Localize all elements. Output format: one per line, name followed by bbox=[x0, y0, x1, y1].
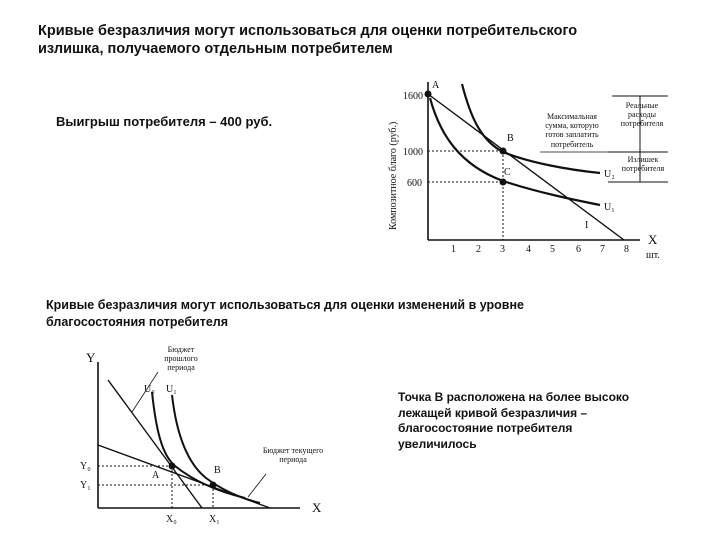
bottom-curve-u0 bbox=[152, 392, 245, 498]
top-x-axis-label: X bbox=[648, 232, 658, 247]
top-x-tick-1: 1 bbox=[451, 244, 456, 255]
top-y-axis-label: Композитное благо (руб.) bbox=[388, 121, 399, 230]
conclusion-text: Точка В расположена на более высоко лежащей кривой безразличия – благосостояние потребителя увеличилось bbox=[398, 390, 630, 451]
top-label-i: I bbox=[585, 220, 589, 231]
bottom-budget-past bbox=[108, 380, 202, 508]
top-x-tick-8: 8 bbox=[624, 244, 629, 255]
bottom-label-b: B bbox=[214, 465, 221, 476]
heading-bottom: Кривые безразличия могут использоваться для оценки изменений в уровне благосостояния потребителя bbox=[46, 298, 524, 329]
top-x-tick-5: 5 bbox=[550, 244, 555, 255]
top-x-tick-7: 7 bbox=[600, 244, 605, 255]
top-label-a: A bbox=[432, 80, 440, 91]
top-x-tick-4: 4 bbox=[526, 244, 531, 255]
bottom-x-tick-x0: X₀ bbox=[166, 514, 177, 525]
top-y-tick-600: 600 bbox=[407, 178, 422, 189]
bottom-label-u1: U₁ bbox=[166, 384, 177, 395]
top-label-c: C bbox=[504, 167, 511, 178]
heading-top: Кривые безразличия могут использоваться для оценки потребительского излишка, получаемого отдельным потребителем bbox=[38, 23, 578, 58]
top-x-tick-6: 6 bbox=[576, 244, 581, 255]
bottom-y-tick-y1: Y₁ bbox=[80, 480, 91, 491]
top-x-unit: шт. bbox=[646, 250, 660, 261]
bottom-y-tick-y0: Y₀ bbox=[80, 461, 91, 472]
bottom-x-axis-label: X bbox=[312, 500, 322, 515]
top-note-surplus: Излишек потребителя bbox=[621, 155, 665, 174]
top-note-max-sum: Максимальная сумма, которую готов заплатить потребитель bbox=[545, 112, 599, 149]
top-note-real-cost: Реальные расходы потребителя bbox=[620, 101, 664, 129]
top-point-c bbox=[500, 179, 507, 186]
bottom-note-budget-past: Бюджет прошлого периода bbox=[164, 345, 198, 373]
top-x-tick-3: 3 bbox=[500, 244, 505, 255]
top-y-tick-1600: 1600 bbox=[403, 91, 423, 102]
bottom-leader-current bbox=[248, 474, 266, 497]
top-point-a bbox=[425, 91, 432, 98]
bottom-label-a: A bbox=[152, 470, 160, 481]
consumer-gain-label: Выигрыш потребителя – 400 руб. bbox=[56, 114, 273, 129]
bottom-point-b bbox=[210, 482, 217, 489]
bottom-x-tick-x1: X₁ bbox=[209, 514, 220, 525]
top-x-tick-2: 2 bbox=[476, 244, 481, 255]
top-y-tick-1000: 1000 bbox=[403, 147, 423, 158]
bottom-y-axis-label: Y bbox=[86, 350, 96, 365]
top-label-u1: U₁ bbox=[604, 202, 615, 213]
bottom-note-budget-current: Бюджет текущего периода bbox=[262, 446, 324, 465]
bottom-point-a bbox=[169, 463, 176, 470]
top-label-b: B bbox=[507, 133, 514, 144]
top-point-b bbox=[500, 148, 507, 155]
top-label-u2: U₂ bbox=[604, 169, 615, 180]
bottom-label-u0: U₀ bbox=[144, 384, 155, 395]
